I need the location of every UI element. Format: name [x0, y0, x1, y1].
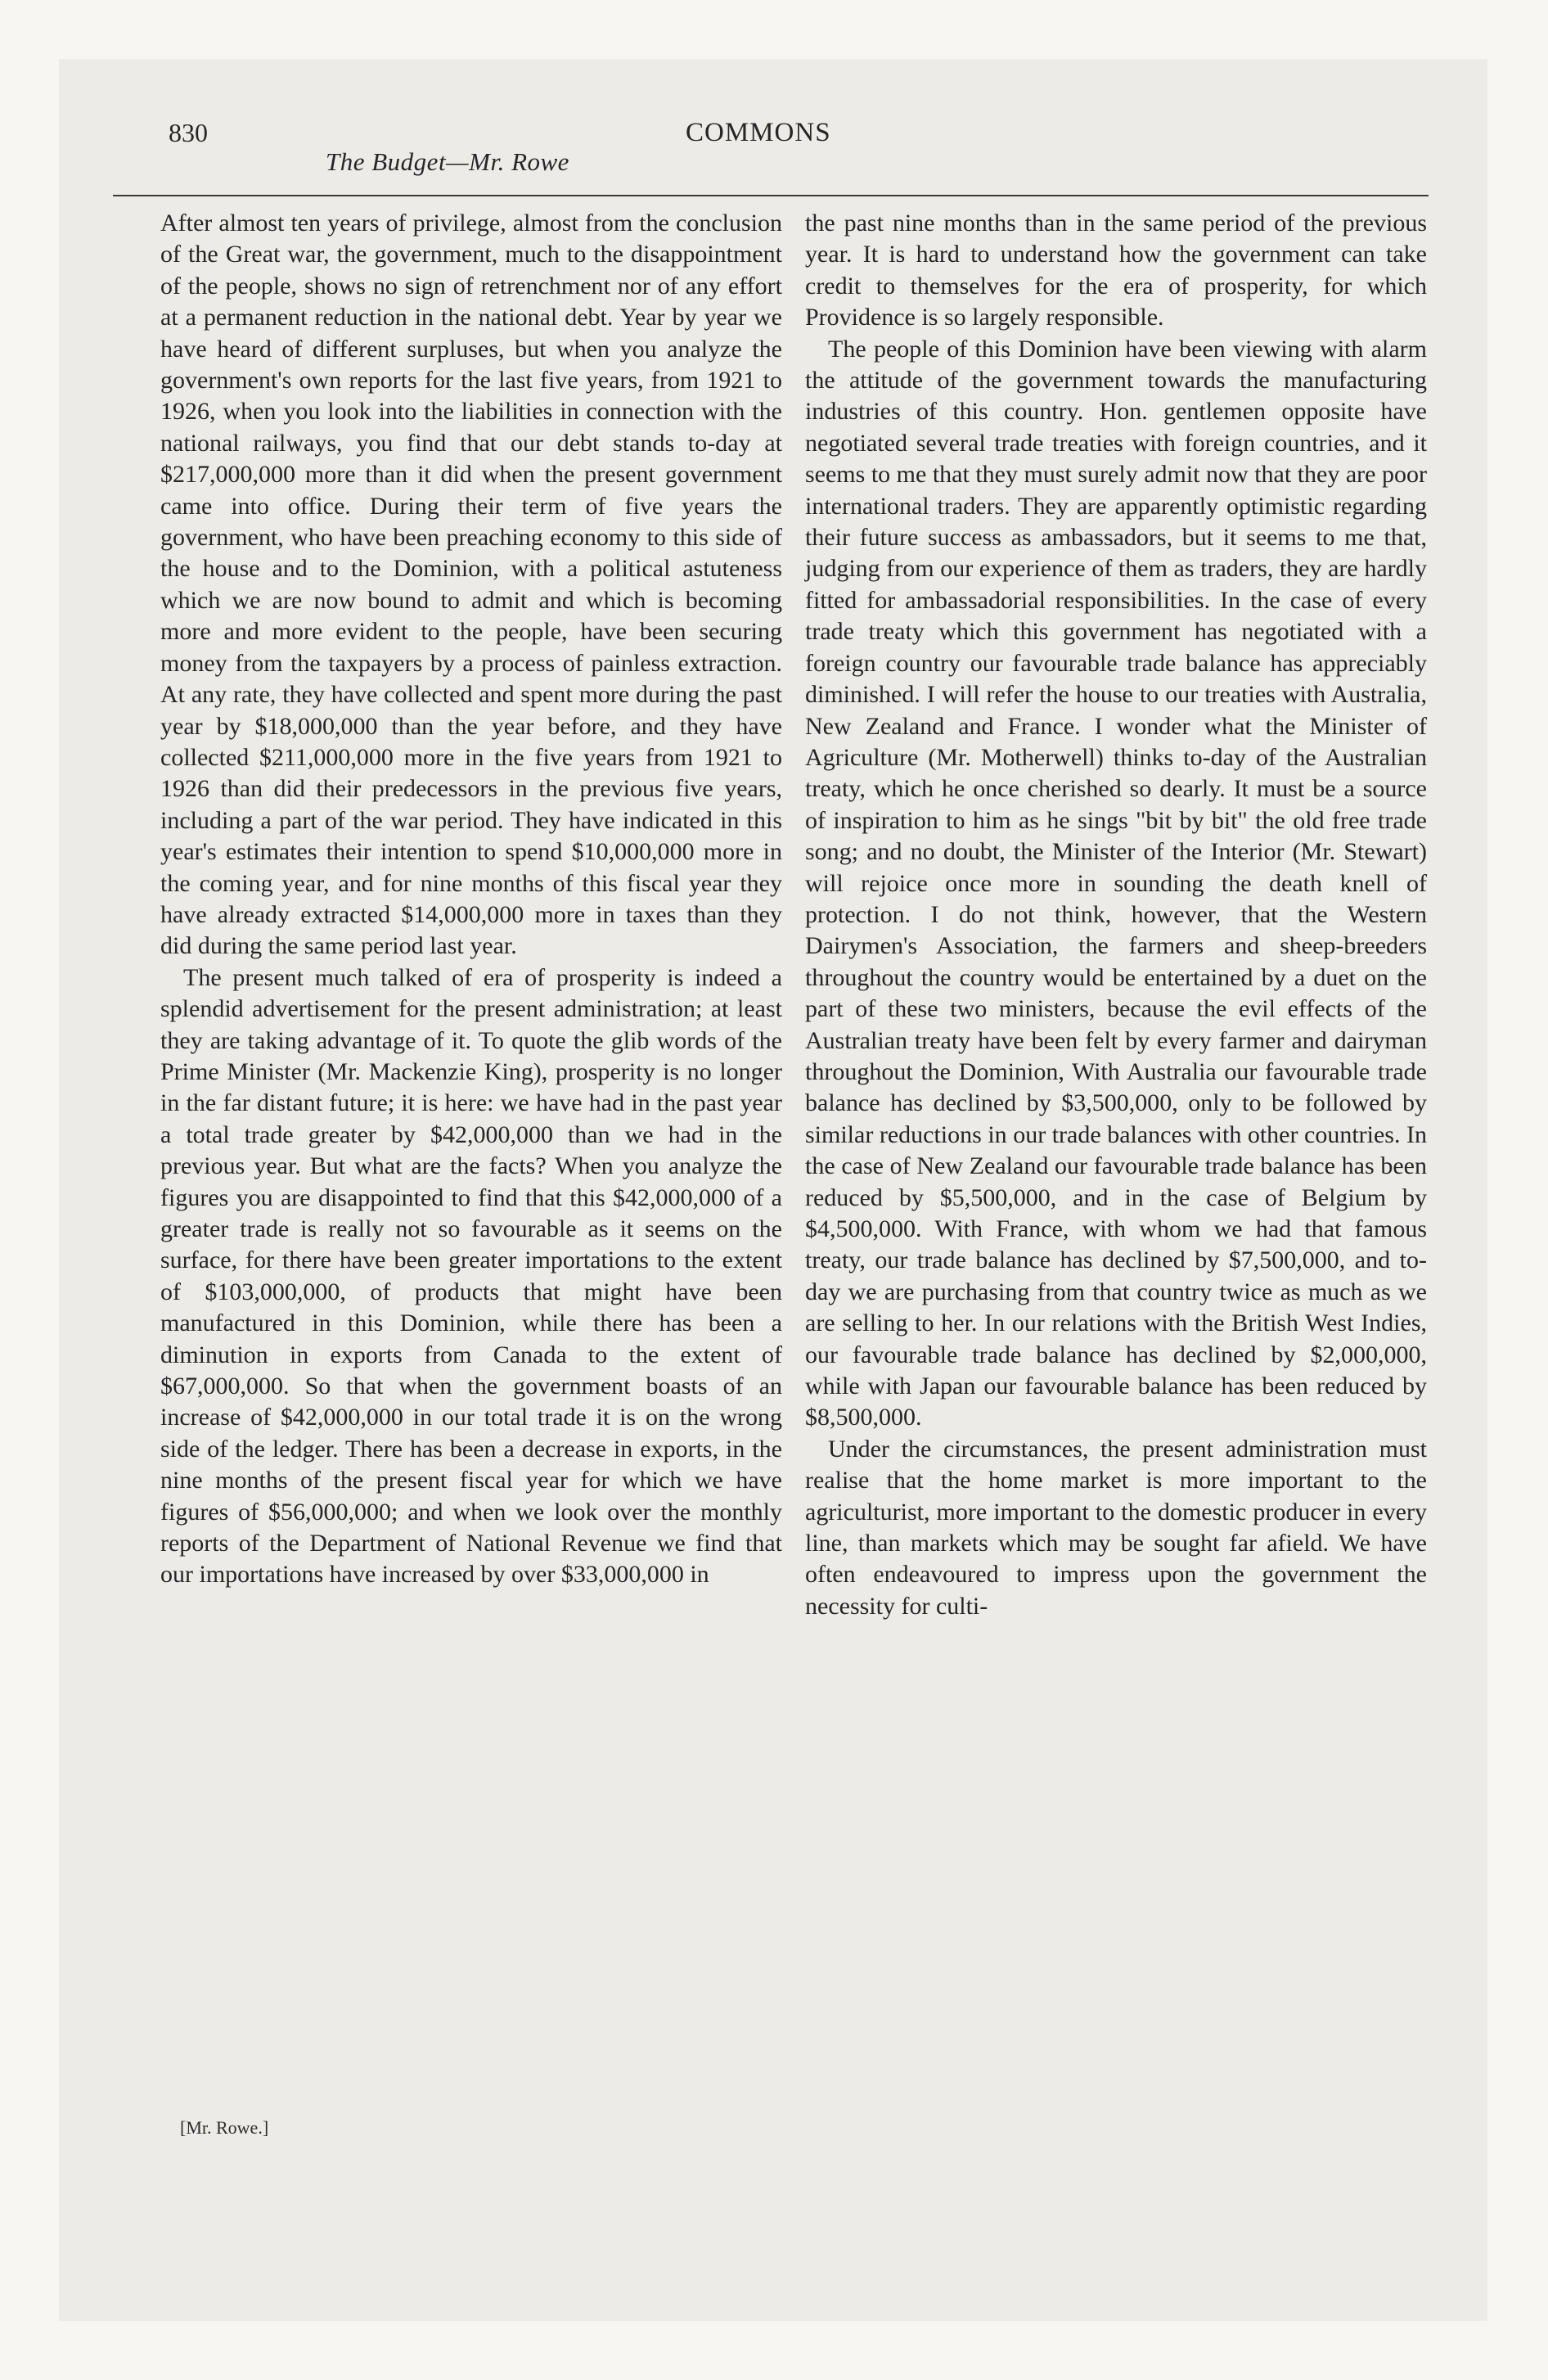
left-column	[160, 208, 782, 1591]
header-rule	[113, 195, 1429, 196]
paragraph: Under the circumstances, the present administration must realise that the home market is more important to the agriculturist, more important to the domestic producer in every line, than markets which may be sought far afield. We have often endeavoured to impress upon the government the necessity for culti-	[805, 1435, 1427, 1620]
page-header	[113, 113, 1429, 203]
paragraph: After almost ten years of privilege, almost from the conclusion of the Great war, the government, much to the disappointment of the people, shows no sign of retrenchment nor of any effort at a permanent reduction in the national debt. Year by year we have heard of different surpluses, but when you analyze the government's own reports for the last five years, from 1921 to 1926, when you look into the liabilities in connection with the national railways, you find that our debt stands to-day at $217,000,000 more than it did when the present government came into office. During their term of five years the government, who have been preaching economy to this side of the house and to the Dominion, with a political astuteness which we are now bound to admit and which is becoming more and more evident to the people, have been securing money from the taxpayers by a process of painless extraction. At any rate, they have collected and spent more during the past year by $18,000,000 than the year before, and they have collected $211,000,000 more in the five years from 1921 to 1926 than did their predecessors in the previous five years, including a part of the war period. They have indicated in this year's estimates their intention to spend $10,000,000 more in the coming year, and for nine months of this fiscal year they have already extracted $14,000,000 more in taxes than they did during the same period last year.	[160, 210, 782, 960]
paragraph: The present much talked of era of prosperity is indeed a splendid advertisement for the present administration; at least they are taking advantage of it. To quote the glib words of the Prime Minister (Mr. Mackenzie King), prosperity is no longer in the far distant future; it is here: we have had in the past year a total trade greater by $42,000,000 than we had in the previous year. But what are the facts? When you analyze the figures you are disappointed to find that this $42,000,000 of a greater trade is really not so favourable as it seems on the surface, for there have been greater importations to the extent of $103,000,000, of products that might have been manufactured in this Dominion, while there has been a diminution in exports from Canada to the extent of $67,000,000. So that when the government boasts of an increase of $42,000,000 in our total trade it is on the wrong side of the ledger. There has been a decrease in exports, in the nine months of the present fiscal year for which we have figures of $56,000,000; and when we look over the monthly reports of the Department of National Revenue we find that our importations have increased by over $33,000,000 in	[160, 963, 782, 1589]
section-title: COMMONS	[686, 118, 831, 147]
running-head: The Budget—Mr. Rowe	[326, 147, 569, 176]
paragraph: The people of this Dominion have been viewing with alarm the attitude of the government towards the manufacturing industries of this country. Hon. gentlemen opposite have negotiated several trade treaties with foreign countries, and it seems to me that they must surely admit now that they are poor international traders. They are apparently optimistic regarding their future success as ambassadors, but it seems to me that, judging from our experience of them as traders, they are hardly fitted for ambassadorial responsibilities. In the case of every trade treaty which this government has negotiated with a foreign country our favourable trade balance has appreciably diminished. I will refer the house to our treaties with Australia, New Zealand and France. I wonder what the Minister of Agriculture (Mr. Motherwell) thinks to-day of the Australian treaty, which he once cherished so dearly. It must be a source of inspiration to him as he sings "bit by bit" the old free trade song; and no doubt, the Minister of the Interior (Mr. Stewart) will rejoice once more in sounding the death knell of protection. I do not think, however, that the Western Dairymen's Association, the farmers and sheep-breeders throughout the country would be entertained by a duet on the part of these two ministers, because the evil effects of the Australian treaty have been felt by every farmer and dairyman throughout the Dominion, With Australia our favourable trade balance has declined by $3,500,000, only to be followed by similar reductions in our trade balances with other countries. In the case of New Zealand our favourable trade balance has been reduced by $5,500,000, and in the case of Belgium by $4,500,000. With France, with whom we had that famous treaty, our trade balance has declined by $7,500,000, and to-day we are purchasing from that country twice as much as we are selling to her. In our relations with the British West Indies, our favourable trade balance has declined by $2,000,000, while with Japan our favourable balance has been reduced by $8,500,000.	[805, 335, 1427, 1431]
speaker-note: [Mr. Rowe.]	[180, 2117, 269, 2138]
page-number: 830	[169, 118, 208, 147]
paragraph: the past nine months than in the same period of the previous year. It is hard to understand how the government can take credit to themselves for the era of prosperity, for which Providence is so largely responsible.	[805, 210, 1427, 331]
right-column	[805, 208, 1427, 1622]
